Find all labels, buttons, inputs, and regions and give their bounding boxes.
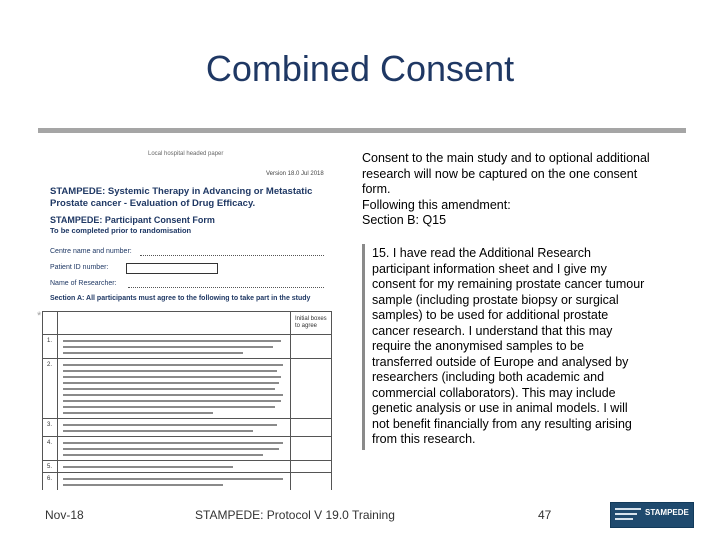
logo-text: STAMPEDE (645, 508, 689, 517)
consent-form-image (34, 145, 334, 490)
doc-form-title: STAMPEDE: Participant Consent Form (50, 215, 215, 225)
table-row: 3. (43, 418, 331, 419)
doc-header: Local hospital headed paper (148, 151, 224, 157)
doc-title: STAMPEDE: Systemic Therapy in Advancing or Metastatic Prostate cancer - Evaluation of Drug Efficacy. (50, 186, 313, 209)
table-row: 6. (43, 472, 331, 473)
table-row: 2. (43, 358, 331, 359)
doc-centre-dots (140, 249, 324, 256)
table-row: 1. (43, 334, 331, 335)
doc-centre-label: Centre name and number: (50, 248, 132, 255)
slide-title: Combined Consent (205, 48, 515, 89)
doc-table-col-divider (290, 312, 291, 490)
doc-section-a: Section A: All participants must agree to the following to take part in the study (50, 295, 311, 302)
doc-form-subtitle: To be completed prior to randomisation (50, 226, 192, 235)
bullet-marker: * (37, 310, 42, 322)
doc-researcher-label: Name of Researcher: (50, 280, 117, 287)
quote-bar (362, 244, 365, 450)
doc-version: Version 18.0 Jul 2018 (266, 171, 324, 177)
intro-paragraph: Consent to the main study and to optional additional research will now be captured on the one consent form. Following this amendment: Section B: Q15 (362, 151, 650, 227)
title-divider (38, 128, 686, 133)
table-row: 4. (43, 436, 331, 437)
doc-patient-label: Patient ID number: (50, 264, 109, 271)
q15-text: 15. I have read the Additional Research participant information sheet and I give my consent for my remaining prostate cancer tumour sample (including prostate biopsy or surgical samples) to be used for additional prostate cancer research. I understand that this may require the anonymised samples to be transferred outside of Europe and analysed by researchers (including both academic and commercial collaborators). This may include genetic analysis or use in animal models. I will not benefit financially from any resulting arising from this research. (372, 246, 645, 446)
doc-patient-box (126, 263, 218, 274)
table-row: 5. (43, 460, 331, 461)
doc-consent-table (42, 311, 332, 490)
stampede-logo (610, 502, 694, 528)
footer-title: STAMPEDE: Protocol V 19.0 Training (195, 508, 395, 522)
doc-initial-boxes-header: Initial boxes to agree (295, 316, 327, 329)
page-number: 47 (538, 508, 552, 522)
footer-date: Nov-18 (45, 508, 84, 522)
doc-table-col-divider (57, 312, 58, 490)
doc-researcher-dots (128, 281, 324, 288)
